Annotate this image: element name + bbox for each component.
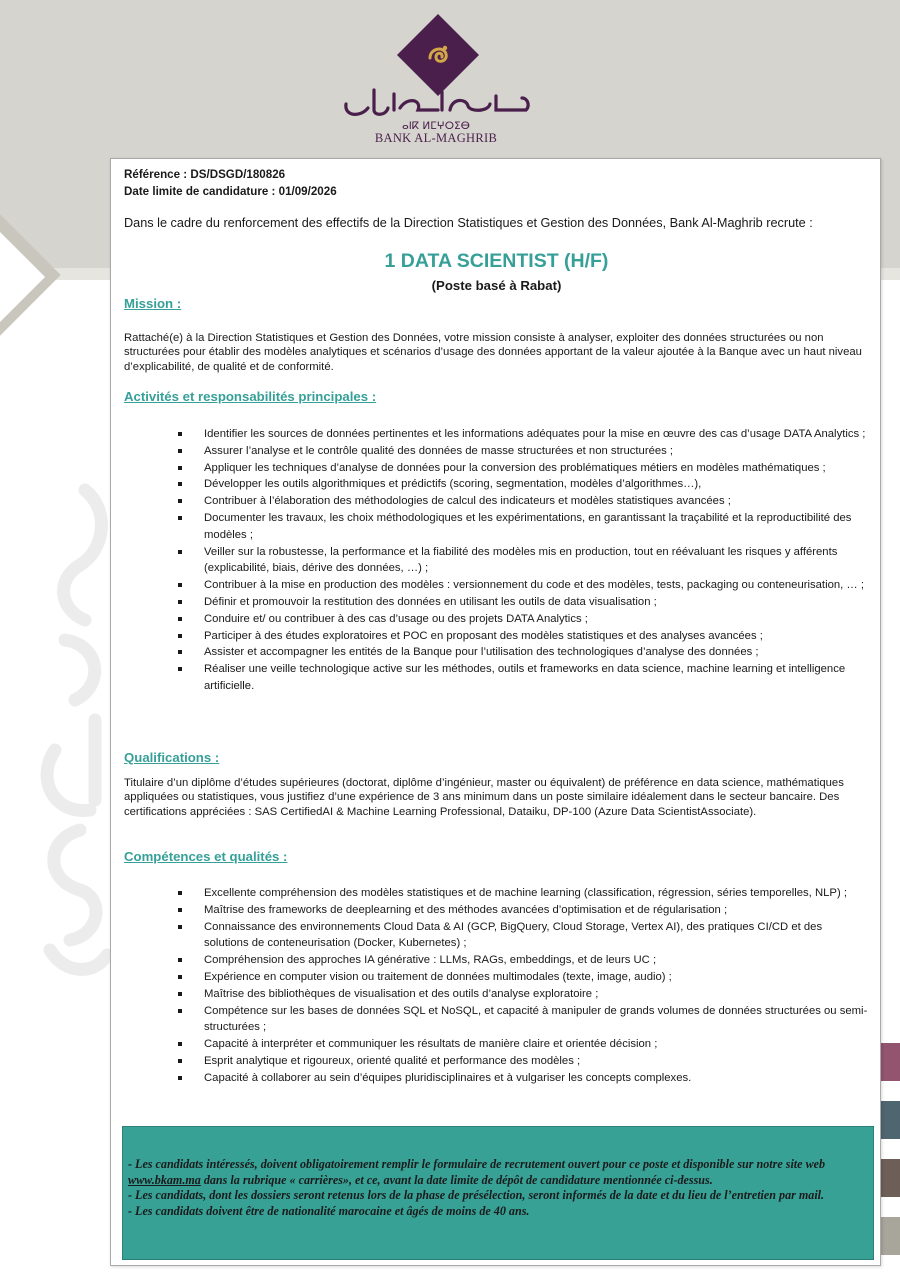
list-item: Esprit analytique et rigoureux, orienté qualité et performance des modèles ; bbox=[176, 1053, 868, 1070]
application-notice bbox=[122, 1126, 874, 1260]
activities-heading: Activités et responsabilités principales : bbox=[124, 389, 377, 404]
mission-heading: Mission : bbox=[124, 296, 182, 311]
list-item: Contribuer à l’élaboration des méthodologies de calcul des indicateurs et modèles statistiques avancées ; bbox=[176, 493, 868, 510]
arabic-script-watermark-icon bbox=[25, 470, 120, 990]
notice-text: - Les candidats intéressés, doivent obligatoirement remplir le formulaire de recrutement ouvert pour ce poste et disponible sur notre site web bbox=[128, 1157, 826, 1171]
list-item: Développer les outils algorithmiques et prédictifs (scoring, segmentation, modèles d’algorithmes…), bbox=[176, 476, 868, 493]
logo-tifinagh-text: ⴰⵏⴽ ⵍⵎⵖⵔⵉⴱ bbox=[402, 120, 470, 132]
list-item: Maîtrise des frameworks de deeplearning et des méthodes avancées d’optimisation et de régularisation ; bbox=[176, 902, 868, 919]
reference-number: Référence : DS/DSGD/180826 bbox=[124, 168, 286, 181]
job-location: (Poste basé à Rabat) bbox=[431, 278, 562, 293]
right-color-blocks bbox=[880, 1043, 900, 1273]
mission-text: Rattaché(e) à la Direction Statistiques et Gestion des Données, votre mission consiste à analyser, exploiter des données structurées ou non structurées pour établir des modèles analytiques et scénarios d’usage des données apportant de la valeur ajoutée à la Banque avec un haut niveau d’explicabilité, de qualité et de conformité. bbox=[124, 332, 862, 373]
list-item: Définir et promouvoir la restitution des données en utilisant les outils de data visualisation ; bbox=[176, 594, 868, 611]
notice-line-1 bbox=[128, 1157, 867, 1188]
notice-line-3: - Les candidats doivent être de nationalité marocaine et âgés de moins de 40 ans. bbox=[128, 1204, 530, 1219]
logo-bank-name: BANK AL-MAGHRIB bbox=[374, 131, 498, 145]
website-link[interactable]: www.bkam.ma bbox=[128, 1172, 201, 1187]
list-item: Compréhension des approches IA générative : LLMs, RAGs, embeddings, et de leurs UC ; bbox=[176, 952, 868, 969]
qualifications-heading: Qualifications : bbox=[124, 750, 220, 765]
list-item: Contribuer à la mise en production des modèles : versionnement du code et des modèles, tests, packaging ou conteneurisation, … ; bbox=[176, 577, 868, 594]
notice-text: dans la rubrique « carrières», et ce, avant la date limite de dépôt de candidature mentionnée ci-dessus. bbox=[200, 1172, 713, 1187]
logo-arabic-script-icon bbox=[338, 86, 534, 134]
list-item: Compétence sur les bases de données SQL et NoSQL, et capacité à manipuler de grands volumes de données structurées ou semi-structurées ; bbox=[176, 1003, 868, 1037]
list-item: Conduire et/ ou contribuer à des cas d’usage ou des projets DATA Analytics ; bbox=[176, 611, 868, 628]
activities-list bbox=[176, 426, 868, 695]
color-block bbox=[880, 1101, 900, 1139]
reference-block bbox=[124, 166, 337, 200]
list-item: Assister et accompagner les entités de la Banque pour l’utilisation des technologiques d’analyse des données ; bbox=[176, 644, 868, 661]
list-item: Participer à des études exploratoires et POC en proposant des modèles statistiques et des analyses avancées ; bbox=[176, 628, 868, 645]
job-offer-card bbox=[110, 158, 881, 1266]
list-item: Excellente compréhension des modèles statistiques et de machine learning (classification, régression, séries temporelles, NLP) ; bbox=[176, 885, 868, 902]
logo-monogram-icon bbox=[424, 40, 454, 70]
skills-list bbox=[176, 885, 868, 1087]
bank-logo bbox=[336, 18, 536, 148]
qualifications-text: Titulaire d’un diplôme d’études supérieures (doctorat, diplôme d’ingénieur, master ou équivalent) de préférence en data science, mathématiques appliquées ou statistiques, vous justifiez d’une expérience de 3 ans minimum dans un poste similaire idéalement dans le secteur bancaire. Des certifications appréciées : SAS CertifiedAI & Machine Learning Professional, Dataiku, DP-100 (Azure Data ScientistAssociate). bbox=[124, 777, 844, 818]
color-block bbox=[880, 1043, 900, 1081]
notice-line-2: - Les candidats, dont les dossiers seront retenus lors de la phase de présélection, seront informés de la date et du lieu de l’entretien par mail. bbox=[128, 1188, 825, 1203]
list-item: Assurer l’analyse et le contrôle qualité des données de masse structurées et non structurées ; bbox=[176, 443, 868, 460]
list-item: Connaissance des environnements Cloud Data & AI (GCP, BigQuery, Cloud Storage, Vertex AI), des pratiques CI/CD et des solutions de conteneurisation (Docker, Kubernetes) ; bbox=[176, 919, 868, 953]
intro-text: Dans le cadre du renforcement des effectifs de la Direction Statistiques et Gestion des Données, Bank Al-Maghrib recrute : bbox=[124, 216, 813, 230]
list-item: Appliquer les techniques d’analyse de données pour la conversion des problématiques métiers en modèles mathématiques ; bbox=[176, 460, 868, 477]
list-item: Identifier les sources de données pertinentes et les informations adéquates pour la mise en œuvre des cas d’usage DATA Analytics ; bbox=[176, 426, 868, 443]
color-block bbox=[880, 1217, 900, 1255]
skills-heading: Compétences et qualités : bbox=[124, 849, 288, 864]
job-title: 1 DATA SCIENTIST (H/F) bbox=[384, 250, 609, 272]
list-item: Documenter les travaux, les choix méthodologiques et les expérimentations, en garantissant la traçabilité et la reproductibilité des modèles ; bbox=[176, 510, 868, 544]
list-item: Réaliser une veille technologique active sur les méthodes, outils et frameworks en data science, machine learning et intelligence artificielle. bbox=[176, 661, 868, 695]
list-item: Capacité à collaborer au sein d’équipes pluridisciplinaires et à vulgariser les concepts complexes. bbox=[176, 1070, 868, 1087]
list-item: Capacité à interpréter et communiquer les résultats de manière claire et orientée décision ; bbox=[176, 1036, 868, 1053]
list-item: Maîtrise des bibliothèques de visualisation et des outils d’analyse exploratoire ; bbox=[176, 986, 868, 1003]
color-block bbox=[880, 1159, 900, 1197]
application-deadline: Date limite de candidature : 01/09/2026 bbox=[124, 185, 337, 198]
list-item: Veiller sur la robustesse, la performance et la fiabilité des modèles mis en production, tout en réévaluant les risques y afférents (explicabilité, biais, dérive des données, …) ; bbox=[176, 544, 868, 578]
list-item: Expérience en computer vision ou traitement de données multimodales (texte, image, audio) ; bbox=[176, 969, 868, 986]
